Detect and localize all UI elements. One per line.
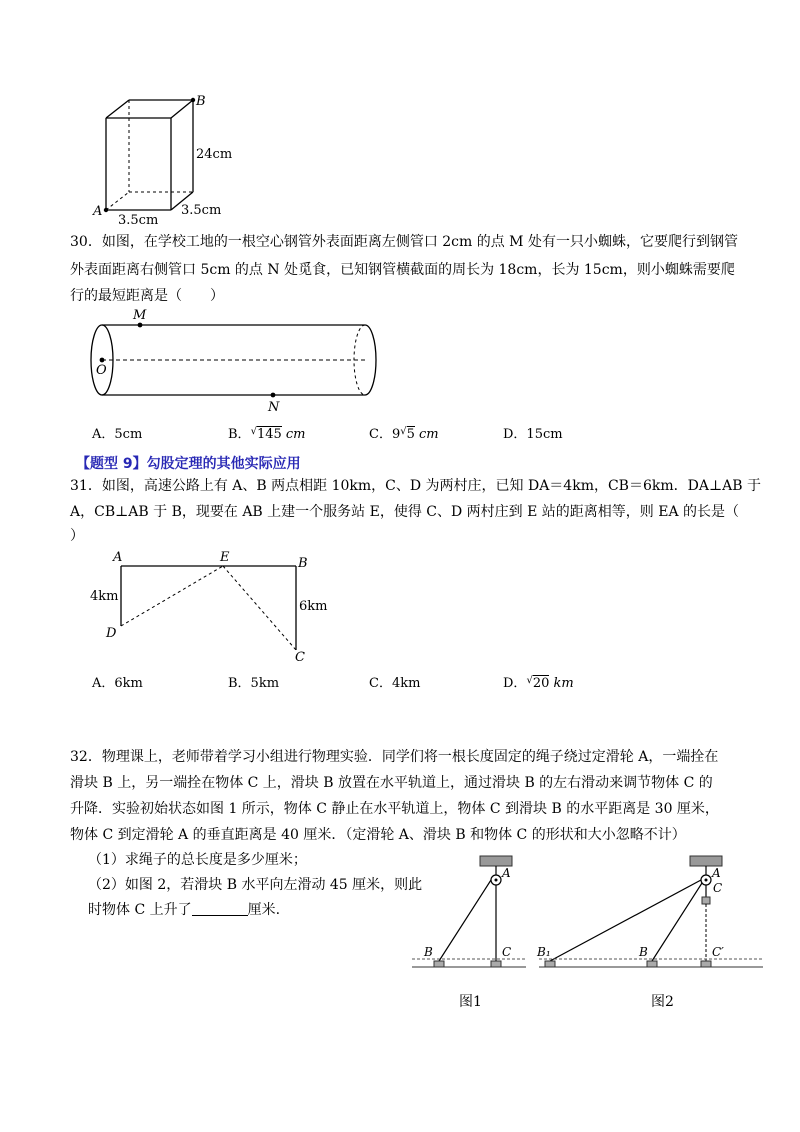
option-b-prefix: B． [228,427,251,442]
option-c-prefix: C．9 [369,427,401,442]
q30-option-d[interactable]: D．15cm [503,427,563,442]
bottom-length-label: 3.5cm [118,213,159,225]
object-c-label: C [502,945,512,959]
figure-2-caption: 图2 [651,994,674,1010]
q31-text-line-3: ） [70,528,84,544]
vertex-a-label: A [93,204,103,219]
q31-option-c[interactable]: C．4km [369,676,421,691]
point-c-label: C [295,650,305,665]
q32-subquestion-2: （2）如图 2，若滑块 B 水平向左滑动 45 厘米，则此 [88,877,423,893]
pulley-a-label: A [502,866,511,880]
q30-option-b[interactable] [228,423,306,442]
option-c-unit: cm [419,427,439,442]
pulley-a-label: A [712,866,721,880]
q30-text-line-2: 外表面距离右侧管口 5cm 的点 N 处觅食，已知钢管横截面的周长为 18cm，长为 15cm，则小蜘蛛需要爬 [70,262,735,278]
option-b-unit: cm [285,427,306,442]
radical-sign-icon: √ [526,675,533,686]
point-n-label: N [268,400,280,415]
point-d-label: D [106,626,117,641]
figure-1-caption: 图1 [459,994,482,1010]
steel-pipe-figure [85,308,385,420]
point-m-label: M [133,308,147,323]
q32-subquestion-3 [88,900,280,920]
vertex-b-label: B [196,94,206,109]
option-d-radicand: 20 [532,676,550,691]
q31-option-a[interactable]: A．6km [92,676,143,691]
sub3-text-after: 厘米. [247,902,281,918]
depth-length-label: 3.5cm [181,203,222,218]
sub3-text-before: 时物体 C 上升了 [88,902,192,918]
q31-option-b[interactable]: B．5km [228,676,280,691]
pulley-figure-1 [408,850,530,975]
q31-option-d[interactable] [503,672,574,691]
cuboid-figure [85,90,245,225]
position-c-prime-label: C′ [712,945,724,959]
slider-b1-label: B₁ [537,945,551,959]
pulley-figure-2 [535,850,767,975]
height-label: 24cm [196,147,233,162]
point-a-label: A [113,550,123,565]
q31-text-line-2: A，CB⊥AB 于 B，现要在 AB 上建一个服务站 E，使得 C、D 两村庄到 E 站的距离相等，则 EA 的长是（ [70,504,740,520]
cb-length-label: 6km [299,599,328,614]
q30-text-line-3: 行的最短距离是（ ） [70,288,224,304]
radical-sign-icon: √ [250,426,257,437]
option-d-prefix: D． [503,676,527,691]
answer-blank[interactable] [192,901,248,916]
q32-text-line-1: 32．物理课上，老师带着学习小组进行物理实验．同学们将一根长度固定的绳子绕过定滑轮 A，一端拴在 [70,749,719,765]
point-e-label: E [220,550,230,565]
highway-villages-figure [85,547,345,665]
da-length-label: 4km [90,589,119,604]
radical-sign-icon: √ [400,426,407,437]
q30-text-line-1: 30．如图，在学校工地的一根空心钢管外表面距离左侧管口 2cm 的点 M 处有一只小蜘蛛，它要爬行到钢管 [70,234,738,250]
q31-text-line-1: 31．如图，高速公路上有 A、B 两点相距 10km，C、D 为两村庄，已知 DA＝4km，CB＝6km．DA⊥AB 于 [70,478,761,494]
point-o-label: O [96,363,107,378]
q32-text-line-2: 滑块 B 上，另一端拴在物体 C 上，滑块 B 放置在水平轨道上，通过滑块 B 的左右滑动来调节物体 C 的 [70,775,713,791]
q32-text-line-4: 物体 C 到定滑轮 A 的垂直距离是 40 厘米．（定滑轮 A、滑块 B 和物体 C 的形状和大小忽略不计） [70,827,686,843]
section-heading: 【题型 9】勾股定理的其他实际应用 [76,456,301,472]
q30-option-c[interactable] [369,423,439,442]
q32-subquestion-1: （1）求绳子的总长度是多少厘米； [88,852,307,868]
slider-b-label: B [424,945,433,959]
object-c-label: C [713,881,723,895]
point-b-label: B [298,556,308,571]
q32-text-line-3: 升降．实验初始状态如图 1 所示，物体 C 静止在水平轨道上，物体 C 到滑块 B 的水平距离是 30 厘米， [70,801,719,817]
slider-b-label: B [639,945,648,959]
option-c-radicand: 5 [406,427,415,442]
option-b-radicand: 145 [256,427,282,442]
option-d-unit: km [553,676,574,691]
q30-option-a[interactable]: A．5cm [92,427,143,442]
